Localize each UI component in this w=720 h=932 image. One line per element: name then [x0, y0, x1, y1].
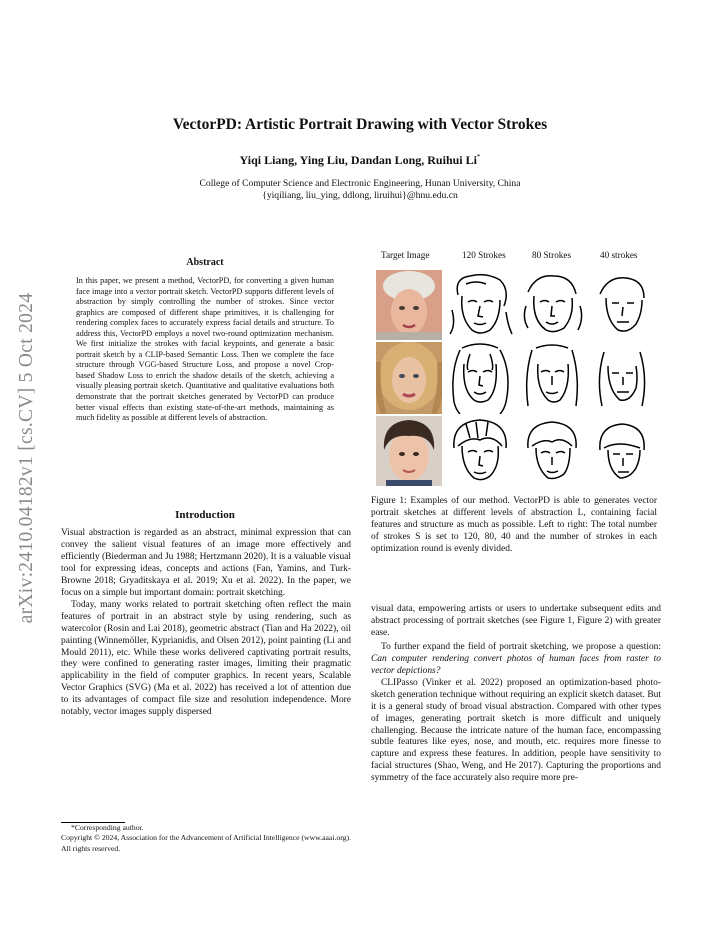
research-question: Can computer rendering convert photos of human faces from raster to vector depictions? [371, 653, 661, 676]
sketch-row1-120-strokes [446, 270, 514, 340]
sketch-row3-80-strokes [518, 416, 586, 486]
author-names: Yiqi Liang, Ying Liu, Dandan Long, Ruihui Li [239, 153, 477, 167]
target-photo-boy [376, 416, 442, 486]
abstract-text: In this paper, we present a method, VectorPD, for converting a given human face image into a vector portrait sketch. VectorPD supports different levels of abstraction by simply controlling the number of strokes. Since vector graphics are composed of different shape primitives, it is challenging for rendering complex faces to accurately express facial details and structure. To address this, VectorPD employs a novel two-round optimization mechanism. We first initialize the strokes with facial keypoints, and generate a basic portrait sketch by a CLIP-based Semantic Loss. Then we complete the face structure through VGG-based Structure Loss, and propose a novel Crop-based Shadow Loss to enrich the shadow details of the sketch, achieving a visually pleasing portrait sketch. Quantitative and qualitative evaluations both demonstrate that the portrait sketches generated by VectorPD can produce better visual effects than existing state-of-the-art methods, maintaining as much fidelity as possible at different levels of abstraction. [76, 276, 334, 423]
affiliation-block [0, 178, 720, 202]
figure-1 [372, 250, 656, 486]
author-list [0, 153, 720, 168]
figure-column-label-target: Target Image [381, 250, 430, 260]
figure-column-label-80: 80 Strokes [532, 250, 572, 260]
arxiv-stamp [12, 255, 42, 660]
intro-paragraph-2: Today, many works related to portrait sketching often reflect the main features of portrait in an abstract style by using rendering, such as watercolor (Rosin and Lai 2018), geometric abstract (Tian and Ha 2022), oil painting (Winnemöller, Kyprianidis, and Olsen 2012), point painting (Li and Mould 2011), etc. While these works delivered captivating portrait results, they were confined to generating raster images, limiting their pragmatic applicability in the field of computer graphics. In recent years, Scalable Vector Graphics (SVG) (Ma et al. 2022) has received a lot of attention due to its advantages of compact file size and resolution independence. More notably, vector images supply dispersed [61, 599, 351, 718]
right-column-body [371, 604, 661, 785]
affiliation: College of Computer Science and Electronic Engineering, Hunan University, China [199, 178, 521, 189]
footnote-copyright: Copyright © 2024, Association for the Advancement of Artificial Intelligence (www.aaai.org). All rights reserved. [61, 833, 351, 853]
target-photo-blonde-woman [376, 342, 442, 414]
sketch-row3-120-strokes [446, 416, 514, 486]
figure-1-caption: Figure 1: Examples of our method. VectorPD is able to generates vector portrait sketches at different levels of abstraction L, containing facial features and structure as much as possible. Left to right: The total number of strokes S is set to 120, 80, 40 and the number of strokes in each optimization round is evenly divided. [371, 496, 657, 554]
intro-heading: Introduction [175, 509, 235, 521]
sketch-row2-40-strokes [588, 342, 656, 414]
corresponding-mark: * [476, 153, 481, 161]
sketch-row1-40-strokes [588, 270, 656, 340]
sketch-row3-40-strokes [588, 416, 656, 486]
arxiv-id: arXiv:2410.04182v1 [cs.CV] 5 Oct 2024 [16, 292, 37, 623]
figure-column-label-120: 120 Strokes [462, 250, 506, 260]
sketch-row2-120-strokes [446, 342, 514, 414]
left-column-body [61, 528, 351, 719]
footnote [61, 823, 351, 854]
footnote-corresponding: *Corresponding author. [71, 823, 144, 832]
col2-paragraph-1: visual data, empowering artists or users to undertake subsequent edits and abstract processing of portrait sketches (see Figure 1, Figure 2) with greater ease. [371, 604, 661, 638]
col2-paragraph-2 [371, 642, 661, 678]
sketch-row1-80-strokes [518, 270, 586, 340]
paper-title: VectorPD: Artistic Portrait Drawing with Vector Strokes [172, 116, 548, 133]
intro-paragraph-1: Visual abstraction is regarded as an abstract, minimal expression that can convey the salient visual features of an image more effectively and efficiently (Biederman and Ju 1988; Hertzmann 2020). It is a valuable visual tool for expressing ideas, concepts and actions (Fan, Yamins, and Turk-Browne 2018; Gryaditskaya et al. 2019; Xu et al. 2022). In the paper, we focus on a simple but important domain: portrait sketching. [61, 528, 351, 598]
col2-paragraph-3: CLIPasso (Vinker et al. 2022) proposed an optimization-based photo-sketch generation technique without requiring an explicit sketch dataset. But it is a general study of broad visual abstraction. Compared with other types of images, generating portrait sketch is more difficult and uniquely challenging. Because the intricate nature of the human face, encompassing subtle features like eyes, nose, and mouth, etc. requires more finesse to capture and express these features. In addition, people have sensitivity to facial structures (Shao, Weng, and He 2017). Capturing the proportions and symmetry of the face accurately also require more pre- [371, 677, 661, 784]
sketch-row2-80-strokes [518, 342, 586, 414]
col2-p2-lead: To further expand the field of portrait sketching, we propose a question: [381, 641, 661, 652]
author-emails: {yiqiliang, liu_ying, ddlong, liruihui}@hnu.edu.cn [262, 190, 458, 201]
figure-column-label-40: 40 strokes [600, 250, 638, 260]
target-photo-elderly-woman [376, 270, 442, 340]
abstract-heading: Abstract [186, 257, 224, 268]
